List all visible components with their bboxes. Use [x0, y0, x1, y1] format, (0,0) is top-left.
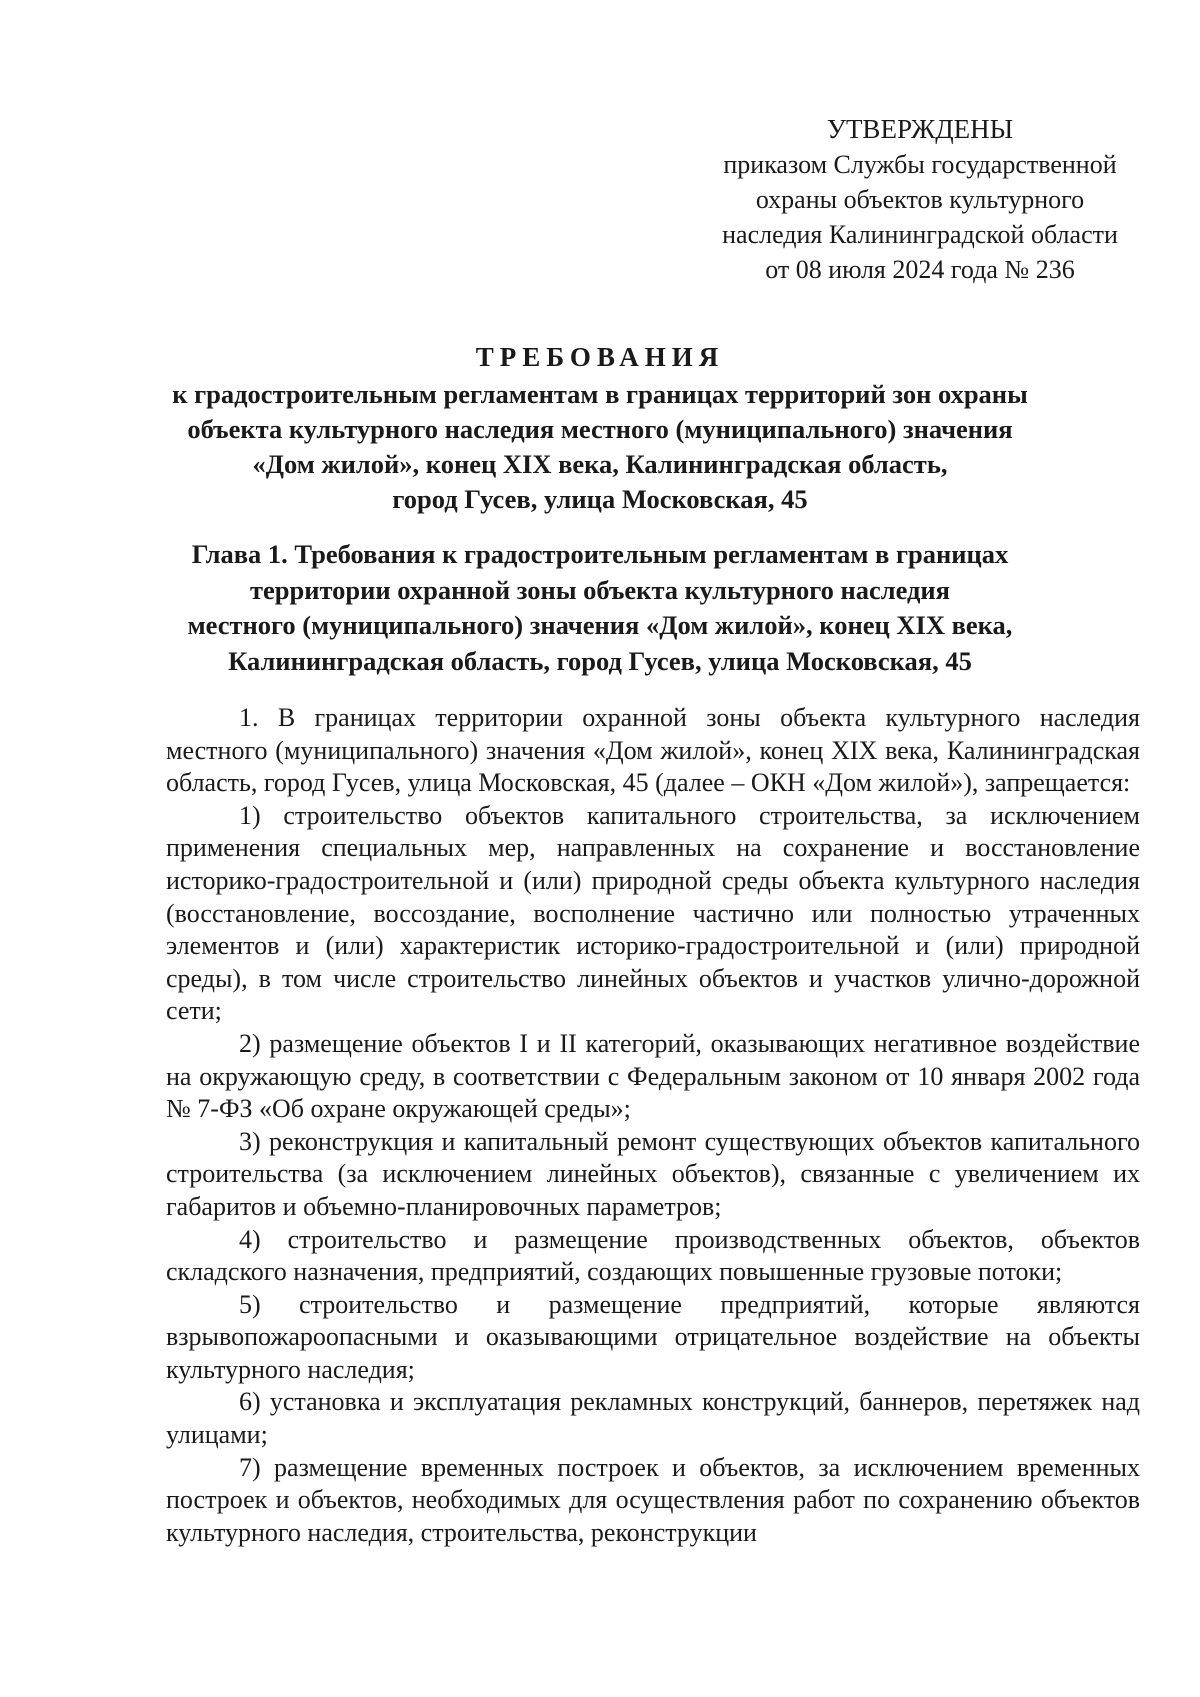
document-subtitle-line: город Гусев, улица Московская, 45 [392, 484, 808, 514]
document-subtitle-line: объекта культурного наследия местного (муниципального) значения [187, 414, 1013, 444]
approval-line: приказом Службы государственной [723, 150, 1117, 179]
document-heading: ТРЕБОВАНИЯ [475, 342, 725, 372]
list-item-5: 5) строительство и размещение предприятий, которые являются взрывопожароопасными и оказывающими отрицательное воздействие на объекты культурного наследия; [166, 1289, 1140, 1384]
approval-line: охраны объектов культурного [755, 185, 1085, 214]
list-item-1: 1) строительство объектов капитального строительства, за исключением применения специальных мер, направленных на сохранение и восстановление историко-градостроительной и (или) природной среды объекта культурного наследия (восстановление, воссоздание, восполнение частично или полностью утраченных элементов и (или) характеристик историко-градостроительной и (или) природной среды), в том числе строительство линейных объектов и участков улично-дорожной сети; [166, 800, 1140, 1026]
list-item-3: 3) реконструкция и капитальный ремонт существующих объектов капитального строительства (за исключением линейных объектов), связанные с увеличением их габаритов и объемно-планировочных параметров; [166, 1126, 1140, 1221]
approval-block [690, 112, 1150, 287]
approval-line: от 08 июля 2024 года № 236 [765, 255, 1075, 284]
document-title [150, 340, 1050, 517]
list-item-7: 7) размещение временных построек и объектов, за исключением временных построек и объектов, необходимых для осуществления работ по сохранению объектов культурного наследия, строительства, реконструкции [166, 1452, 1140, 1547]
chapter-heading-line: территории охранной зоны объекта культурного наследия [249, 574, 951, 605]
chapter-heading-line: Калининградская область, город Гусев, улица Московская, 45 [228, 645, 972, 676]
chapter-heading [150, 537, 1050, 679]
paragraph-1: 1. В границах территории охранной зоны объекта культурного наследия местного (муниципального) значения «Дом жилой», конец XIX века, Калининградская область, город Гусев, улица Московская, 45 (далее – ОКН «Дом жилой»), запрещается: [166, 703, 1140, 798]
body-text [166, 702, 1140, 1549]
list-item-4: 4) строительство и размещение производственных объектов, объектов складского назначения, предприятий, создающих повышенные грузовые потоки; [166, 1224, 1140, 1287]
document-subtitle-line: к градостроительным регламентам в границах территорий зон охраны [172, 379, 1028, 409]
document-subtitle-line: «Дом жилой», конец XIX века, Калининградская область, [252, 449, 948, 479]
chapter-heading-line: Глава 1. Требования к градостроительным регламентам в границах [191, 539, 1009, 569]
approval-line: наследия Калининградской области [722, 220, 1118, 249]
approval-title: УТВЕРЖДЕНЫ [826, 114, 1014, 144]
list-item-2: 2) размещение объектов I и II категорий, оказывающих негативное воздействие на окружающую среду, в соответствии с Федеральным законом от 10 января 2002 года № 7-ФЗ «Об охране окружающей среды»; [166, 1028, 1140, 1124]
chapter-heading-line: местного (муниципального) значения «Дом жилой», конец XIX века, [187, 610, 1013, 640]
list-item-6: 6) установка и эксплуатация рекламных конструкций, баннеров, перетяжек над улицами; [166, 1387, 1140, 1450]
